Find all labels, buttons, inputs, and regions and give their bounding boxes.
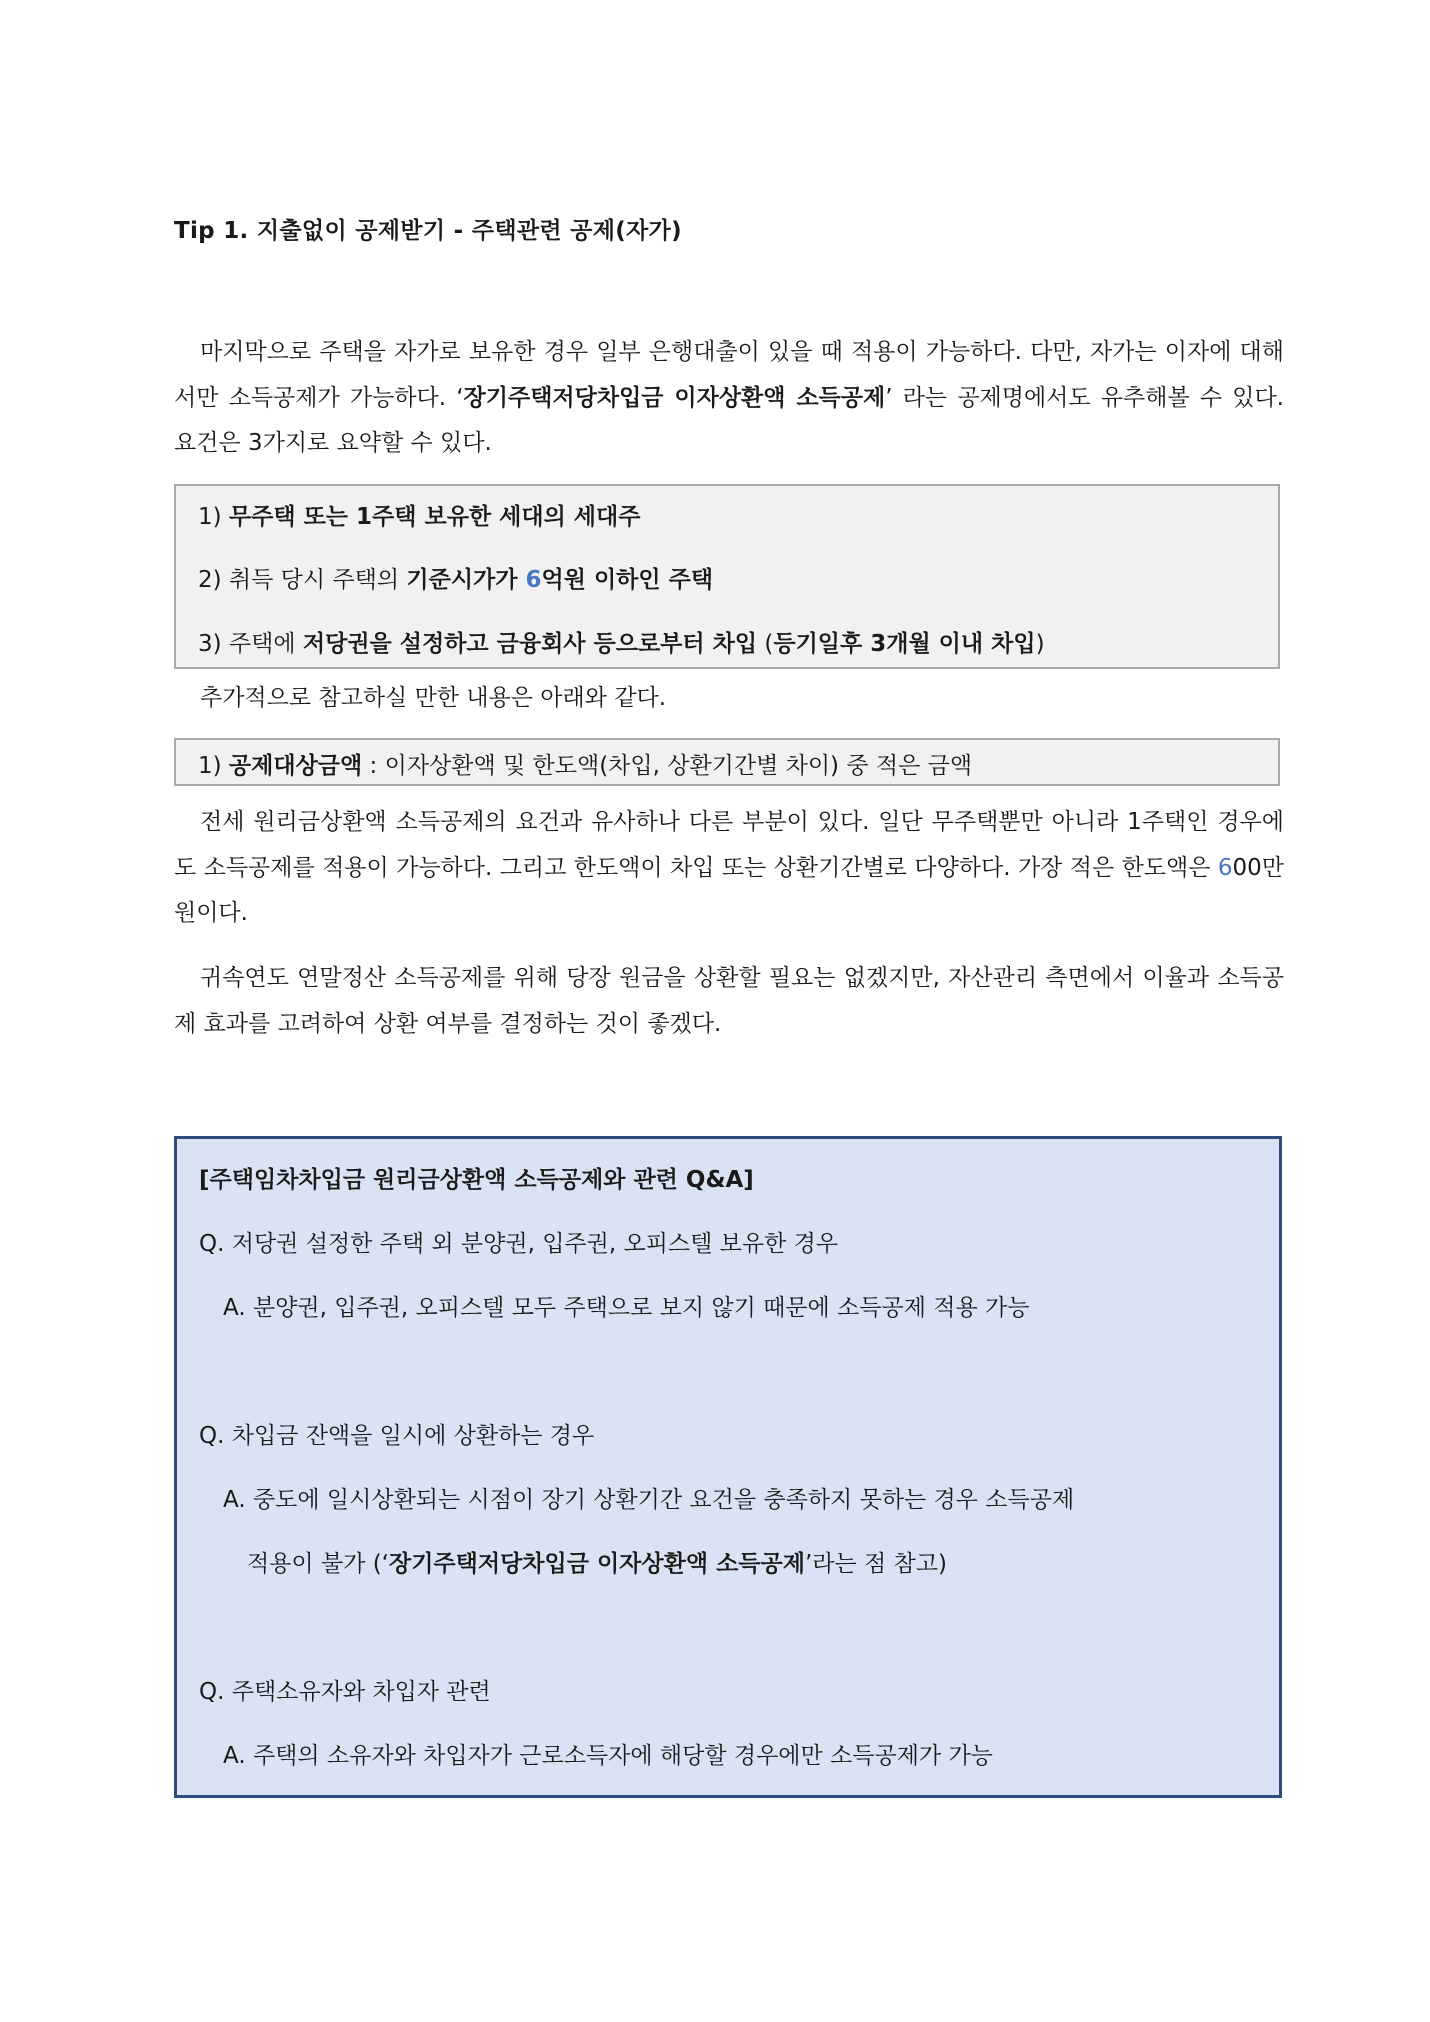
additional-note: 추가적으로 참고하실 만한 내용은 아래와 같다. [200, 685, 667, 711]
requirements-box [174, 484, 1280, 669]
requirement-1: 1) 무주택 또는 1주택 보유한 세대의 세대주 [198, 504, 641, 530]
requirement-2: 2) 취득 당시 주택의 기준시가가 6억원 이하인 주택 [198, 567, 714, 593]
deduction-amount-line: 1) 공제대상금액 : 이자상환액 및 한도액(차입, 상환기간별 차이) 중 적은 금액 [198, 753, 973, 779]
qa-question-1: Q. 저당권 설정한 주택 외 분양권, 입주권, 오피스텔 보유한 경우 [199, 1231, 839, 1257]
qa-question-3: Q. 주택소유자와 차입자 관련 [199, 1679, 491, 1705]
qa-answer-1: A. 분양권, 입주권, 오피스텔 모두 주택으로 보지 않기 때문에 소득공제 적용 가능 [223, 1295, 1030, 1321]
qa-answer-2: A. 중도에 일시상환되는 시점이 장기 상환기간 요건을 충족하지 못하는 경우 소득공제 [223, 1487, 1075, 1513]
intro-text-2: ’ 라는 공제명에서도 유추해볼 수 있다. 요건은 3가지로 요약할 수 있다. [174, 384, 1284, 456]
requirement-3: 3) 주택에 저당권을 설정하고 금융회사 등으로부터 차입 (등기일후 3개월 이내 차입) [198, 631, 1045, 657]
comparison-paragraph: 전세 원리금상환액 소득공제의 요건과 유사하나 다른 부분이 있다. 일단 무주택뿐만 아니라 1주택인 경우에도 소득공제를 적용이 가능하다. 그리고 한도액이 차입 또는 상환기간별로 다양하다. 가장 적은 한도액은 600만원이다. [174, 809, 1284, 926]
advice-paragraph: 귀속연도 연말정산 소득공제를 위해 당장 원금을 상환할 필요는 없겠지만, 자산관리 측면에서 이율과 소득공제 효과를 고려하여 상환 여부를 결정하는 것이 좋겠다. [174, 965, 1284, 1037]
qa-box [174, 1136, 1282, 1798]
page-title: Tip 1. 지출없이 공제받기 - 주택관련 공제(자가) [174, 218, 682, 244]
qa-answer-3: A. 주택의 소유자와 차입자가 근로소득자에 해당할 경우에만 소득공제가 가능 [223, 1743, 993, 1769]
intro-text-1: 마지막으로 주택을 자가로 보유한 경우 일부 은행대출이 있을 때 적용이 가능하다. 다만, 자가는 이자에 대해서만 소득공제가 가능하다. ‘ [174, 339, 1284, 411]
qa-header: [주택임차차입금 원리금상환액 소득공제와 관련 Q&A] [199, 1167, 754, 1193]
qa-question-2: Q. 차입금 잔액을 일시에 상환하는 경우 [199, 1423, 595, 1449]
qa-answer-2-continued: 적용이 불가 (‘장기주택저당차입금 이자상환액 소득공제’라는 점 참고) [247, 1551, 947, 1577]
intro-paragraph [174, 330, 1284, 467]
deduction-amount-box [174, 738, 1280, 786]
intro-bold-term: 장기주택저당차입금 이자상환액 소득공제 [463, 384, 886, 411]
